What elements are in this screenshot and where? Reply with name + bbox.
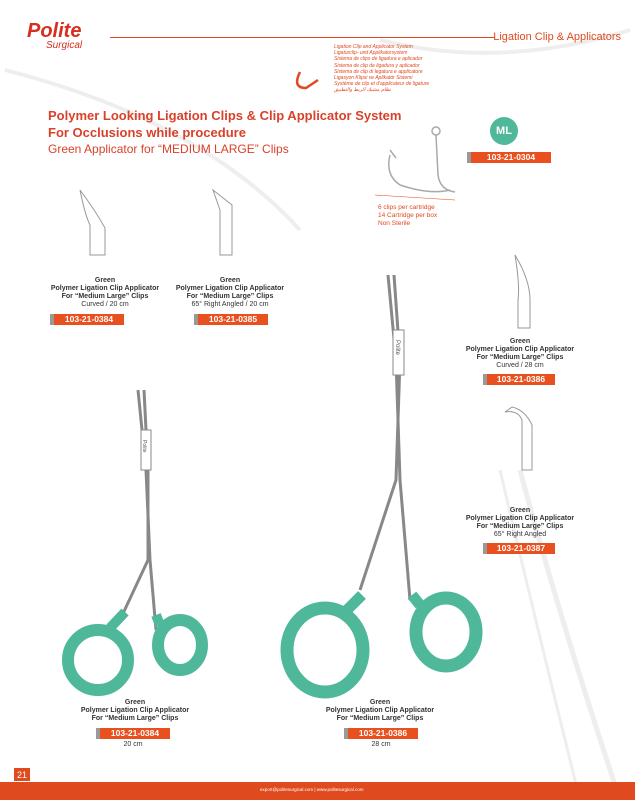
ml-code: 103-21-0304 (467, 152, 551, 163)
tip-curved-20 (80, 190, 105, 255)
instrument-28cm (287, 275, 476, 692)
brand-logo: Polite (27, 20, 82, 42)
heading-line1: Polymer Looking Ligation Clips & Clip Applicator System (48, 108, 402, 123)
product-spec: 20 cm (123, 741, 143, 748)
instrument-20cm (68, 390, 202, 690)
ml-badge: ML (490, 117, 518, 145)
product-code: 103-21-0385 (194, 314, 268, 325)
tip-curved-28 (515, 255, 530, 328)
footer-text[interactable]: export@politesurgical.com | www.politesurgical.com (260, 787, 364, 792)
dimension-line (375, 195, 455, 200)
product-caption: Green Polymer Ligation Clip Applicator For “Medium Large” Clips Curved / 28 cm (465, 338, 575, 369)
product-code: 103-21-0387 (483, 543, 555, 554)
product-code: 103-21-0386 (483, 374, 555, 385)
header-title: Ligation Clip & Applicators (493, 31, 621, 43)
heading-line3: Green Applicator for “MEDIUM LARGE” Clips (48, 142, 289, 156)
header-line (110, 37, 495, 38)
brand-sub: Surgical (46, 40, 83, 51)
engraving-28cm: Polite (394, 340, 400, 356)
clip-info: 6 clips per cartridge 14 Cartridge per box Non Sterile (378, 204, 438, 227)
tip-angled-20 (213, 190, 232, 255)
product-caption: Green Polymer Ligation Clip Applicator For “Medium Large” Clips (325, 699, 435, 722)
product-caption: Green Polymer Ligation Clip Applicator For “Medium Large” Clips Curved / 20 cm (50, 277, 160, 308)
page-number: 21 (14, 768, 30, 781)
product-code: 103-21-0386 (344, 728, 418, 739)
tip-angled-28 (505, 407, 532, 470)
language-list: Ligation Clip and Applicator System Ligaturclip- und Applikatorsystem Sistema de clips de ligadura e aplicador Sistema de clip de ligadura y aplicador Sistema de clip di legatura e applicatore Ligasyon Klipsi ve Aplikatör Sistemi Système de clip et d'applicateur de ligature نظام مشبك الربط والتطبيق (334, 44, 430, 94)
heading-line2: For Occlusions while procedure (48, 125, 246, 140)
product-spec: 28 cm (371, 741, 391, 748)
engraving-20cm: Polite (141, 440, 147, 453)
product-caption: Green Polymer Ligation Clip Applicator For “Medium Large” Clips 65° Right Angled (465, 507, 575, 538)
product-code: 103-21-0384 (96, 728, 170, 739)
product-caption: Green Polymer Ligation Clip Applicator For “Medium Large” Clips (80, 699, 190, 722)
clip-icon (297, 72, 318, 88)
product-caption: Green Polymer Ligation Clip Applicator For “Medium Large” Clips 65° Right Angled / 20 cm (175, 277, 285, 308)
clip-drawing (389, 127, 455, 192)
product-code: 103-21-0384 (50, 314, 124, 325)
